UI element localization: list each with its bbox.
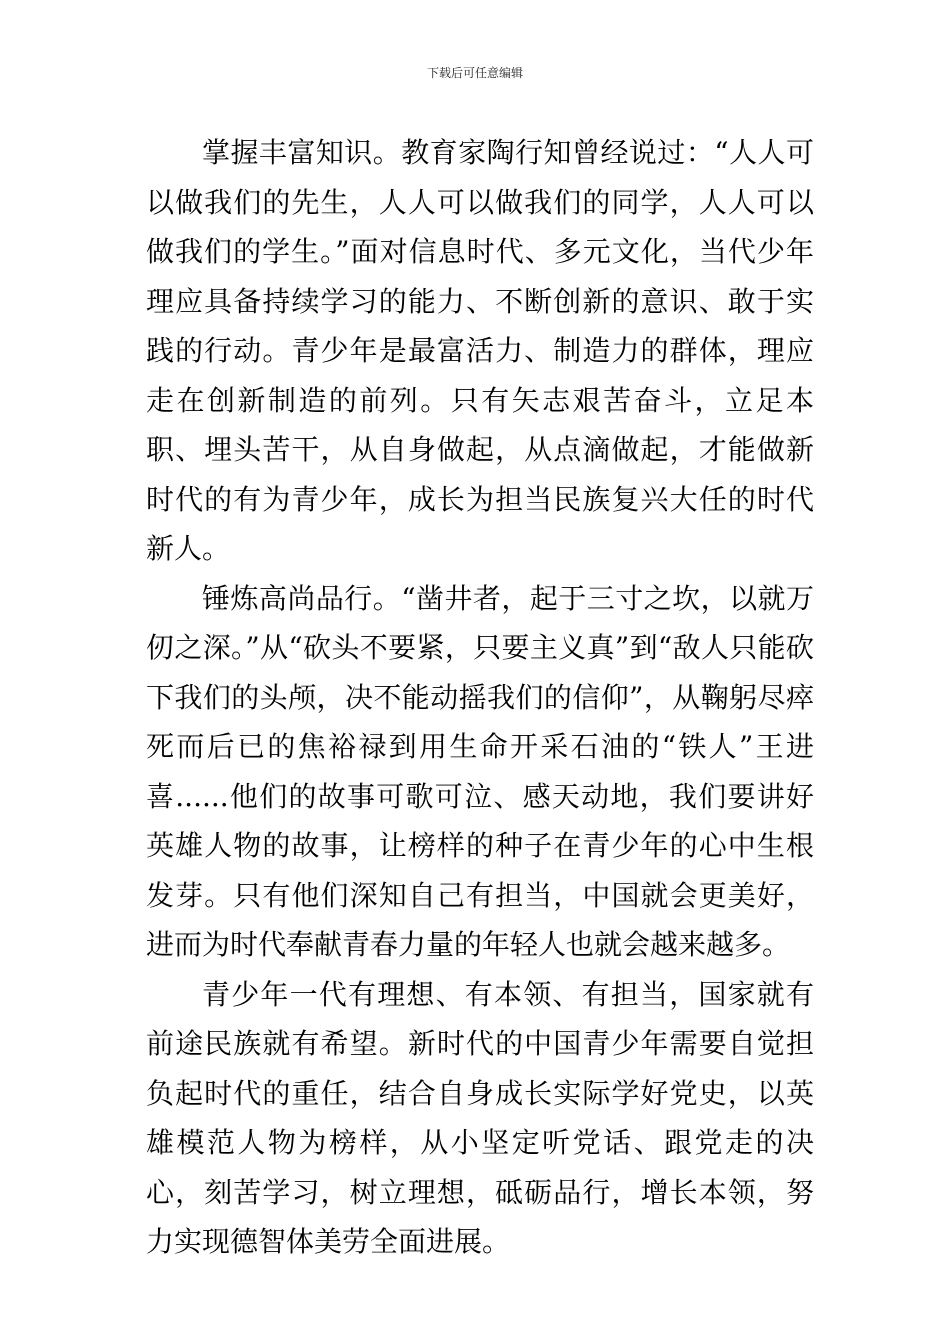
body-text [146,128,814,1267]
paragraph-knowledge: 掌握丰富知识。教育家陶行知曾经说过：“人人可以做我们的先生，人人可以做我们的同学，人人可以做我们的学生。”面对信息时代、多元文化，当代少年理应具备持续学习的能力、不断创新的意识、敢于实践的行动。青少年是最富活力、制造力的群体，理应走在创新制造的前列。只有矢志艰苦奋斗，立足本职、埋头苦干，从自身做起，从点滴做起，才能做新时代的有为青少年，成长为担当民族复兴大任的时代新人。 [146,136,814,565]
header-note: 下载后可任意编辑 [426,66,523,80]
paragraph-responsibility: 青少年一代有理想、有本领、有担当，国家就有前途民族就有希望。新时代的中国青少年需要自觉担负起时代的重任，结合自身成长实际学好党史，以英雄模范人物为榜样，从小坚定听党话、跟党走的决心，刻苦学习，树立理想，砥砺品行，增长本领，努力实现德智体美劳全面进展。 [146,977,814,1258]
paragraph-character: 锤炼高尚品行。“凿井者，起于三寸之坎，以就万仞之深。”从“砍头不要紧，只要主义真”到“敌人只能砍下我们的头颅，决不能动摇我们的信仰”，从鞠躬尽瘁死而后已的焦裕禄到用生命开采石油的“铁人”王进喜......他们的故事可歌可泣、感天动地，我们要讲好英雄人物的故事，让榜样的种子在青少年的心中生根发芽。只有他们深知自己有担当，中国就会更美好，进而为时代奉献青春力量的年轻人也就会越来越多。 [146,581,814,961]
